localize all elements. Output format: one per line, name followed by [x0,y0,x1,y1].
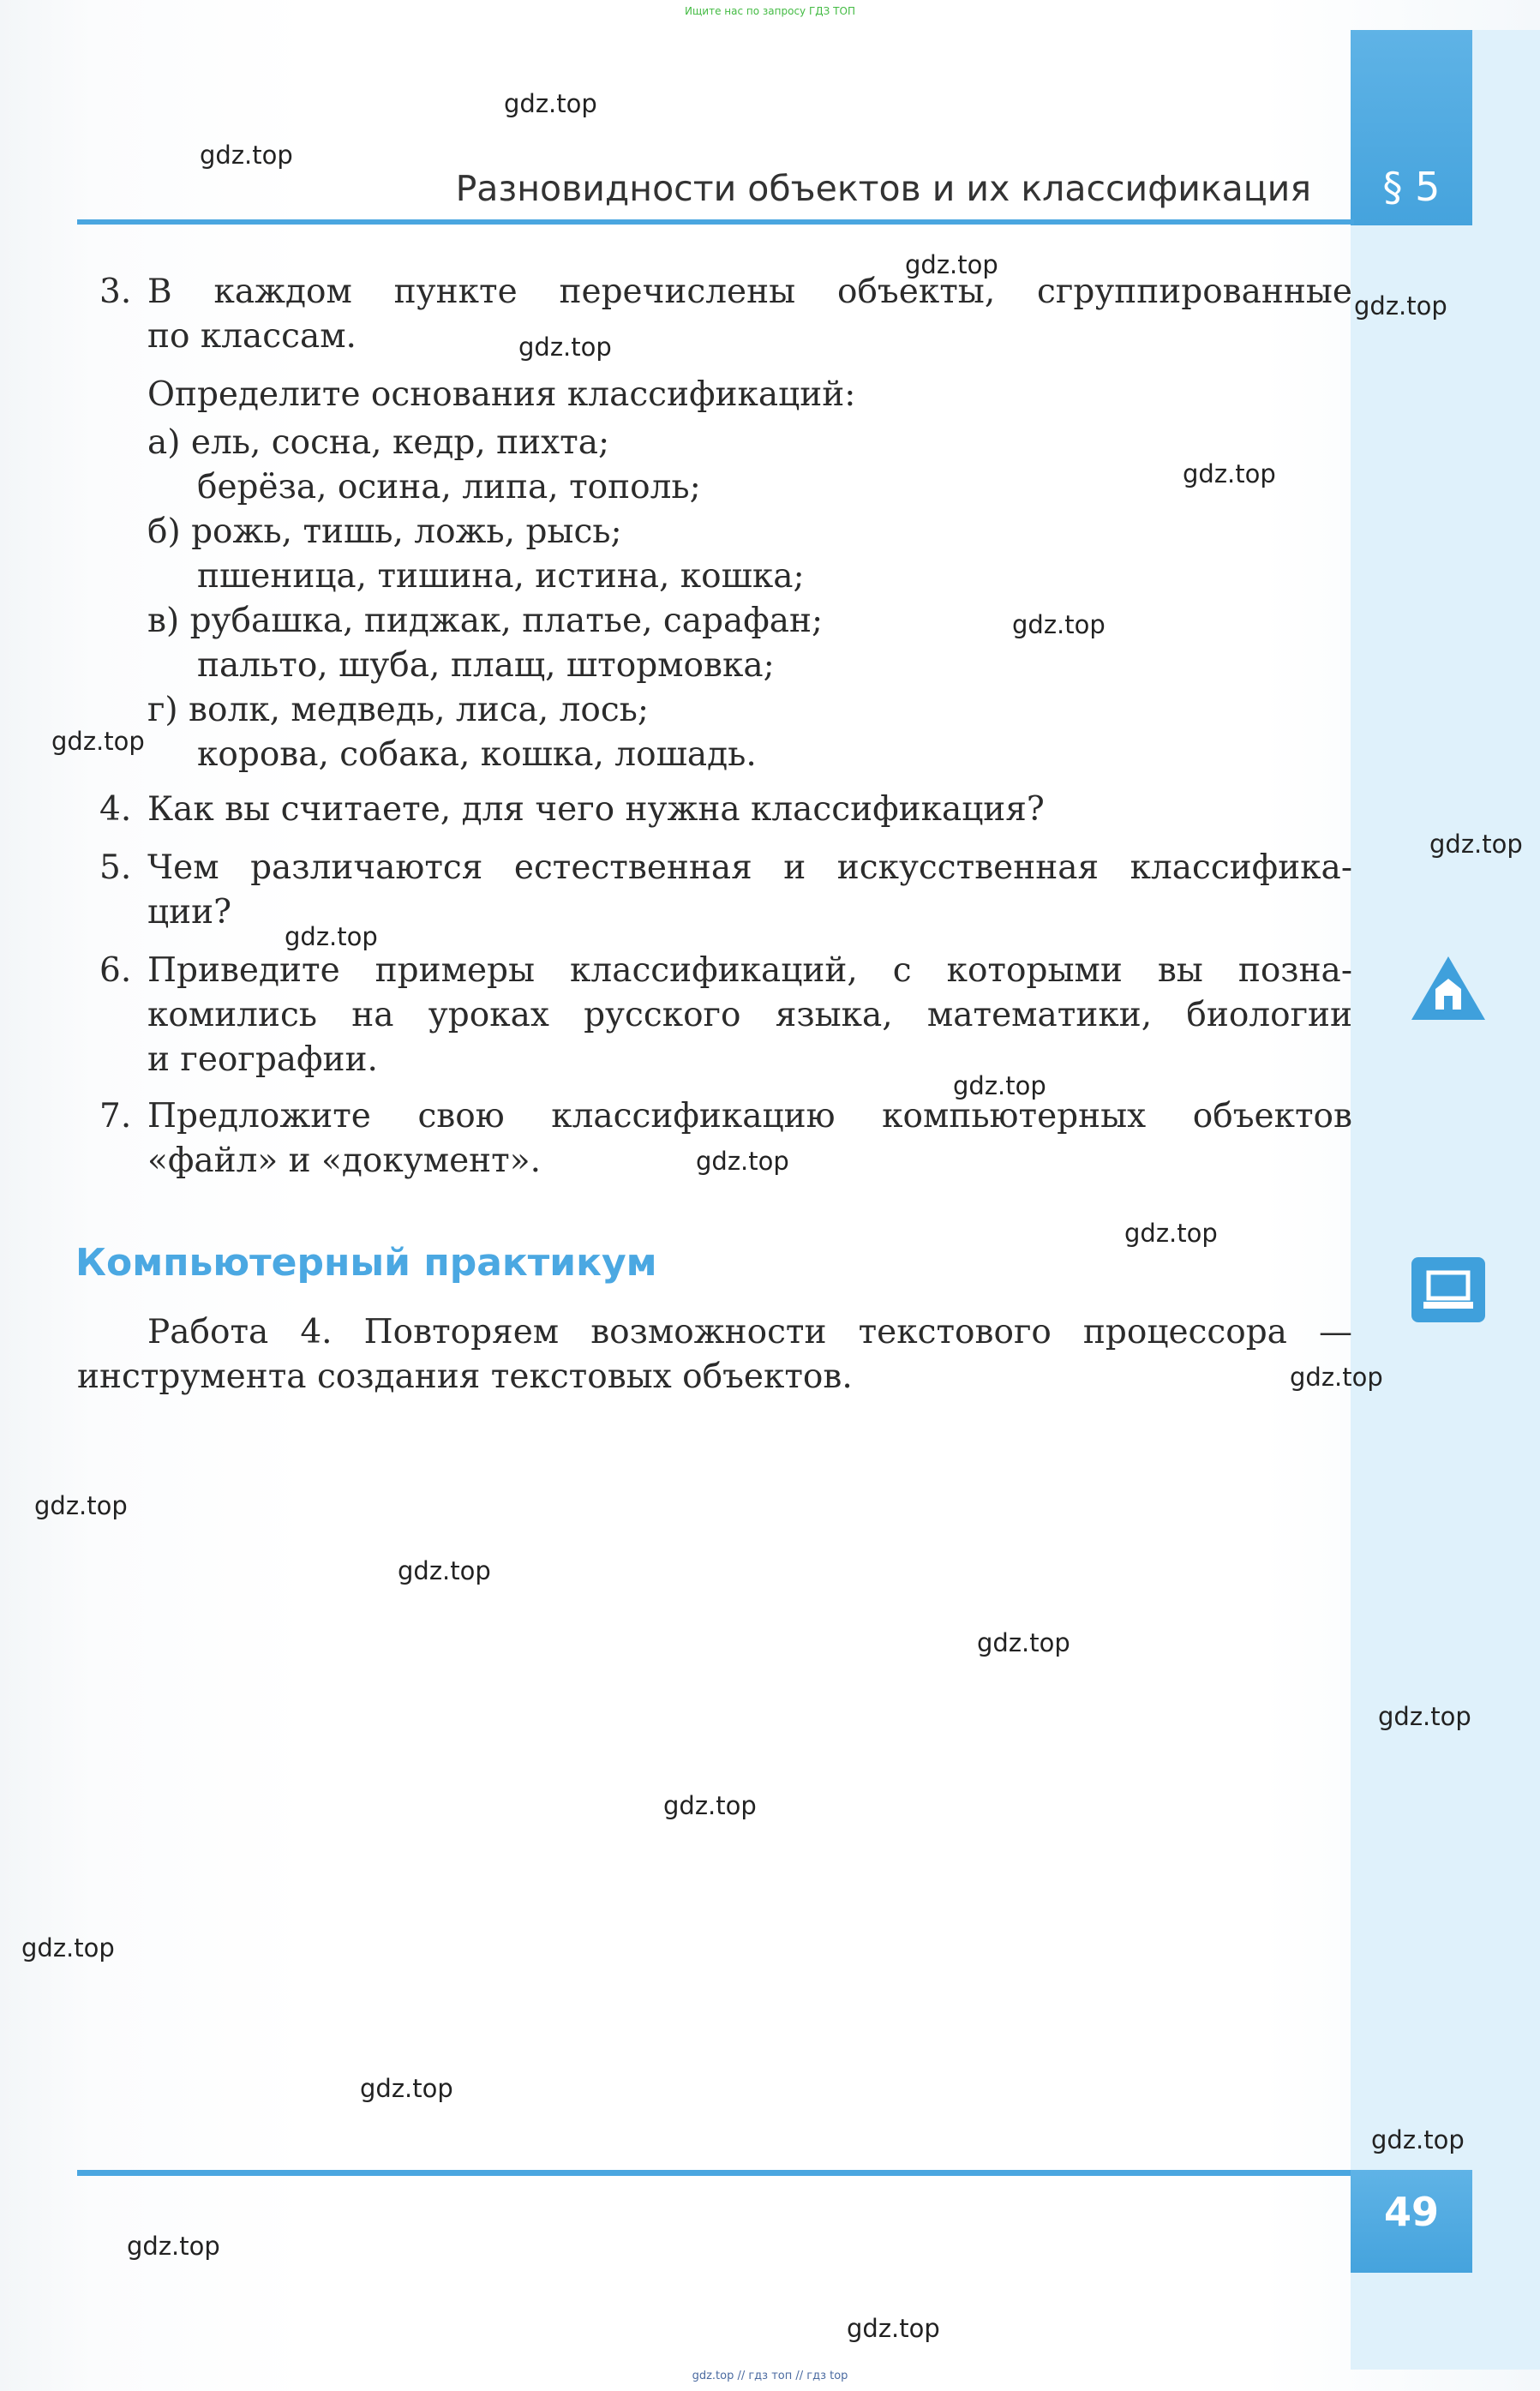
watermark: gdz.top [127,2232,220,2261]
section-tab [1351,30,1472,225]
watermark: gdz.top [977,1628,1070,1657]
watermark: gdz.top [847,2314,940,2343]
question-text: Чем различаются естественная и искусственная классифика- [147,848,1352,887]
margin-strip [1351,30,1540,2370]
watermark: gdz.top [1378,1702,1471,1731]
watermark: gdz.top [360,2074,453,2103]
watermark: gdz.top [21,1933,115,1963]
section-heading: Компьютерный практикум [75,1241,657,1285]
watermark: gdz.top [953,1071,1046,1100]
computer-icon [1410,1255,1487,1327]
practicum-text: инструмента создания текстовых объектов. [77,1357,853,1396]
watermark: gdz.top [1183,459,1276,488]
question-text: «файл» и «документ». [147,1142,541,1180]
list-item: г) волк, медведь, лиса, лось; [147,691,650,729]
question-text: В каждом пункте перечислены объекты, сгруппированные [147,273,1352,311]
watermark: gdz.top [1124,1219,1218,1248]
watermark: gdz.top [1371,2125,1465,2154]
practicum-text: Работа 4. Повторяем возможности текстового процессора — [147,1313,1352,1351]
list-item: корова, собака, кошка, лошадь. [197,735,757,774]
page-number: 49 [1383,2189,1439,2235]
list-item: пшеница, тишина, истина, кошка; [197,557,805,596]
watermark: gdz.top [1429,830,1523,859]
question-number: 4. [99,790,132,829]
watermark: gdz.top [1354,291,1447,321]
question-text: Как вы считаете, для чего нужна классификация? [147,790,1045,829]
watermark: gdz.top [518,333,612,362]
list-item: в) рубашка, пиджак, платье, сарафан; [147,602,824,640]
watermark: gdz.top [504,89,597,118]
question-number: 3. [99,273,132,311]
footer-rule [77,2170,1354,2176]
header-rule [77,219,1354,225]
watermark: gdz.top [398,1556,491,1585]
question-number: 5. [99,848,132,887]
home-icon [1410,953,1487,1025]
list-item: пальто, шуба, плащ, штормовка; [197,646,775,685]
running-title: Разновидности объектов и их классификация [455,168,1311,209]
question-text: Приведите примеры классификаций, с которыми вы позна- [147,951,1352,990]
section-tab-label: § 5 [1382,164,1441,210]
watermark: gdz.top [663,1791,757,1820]
top-caption: Ищите нас по запросу ГДЗ ТОП [685,5,855,17]
question-text: по классам. [147,317,357,356]
watermark: gdz.top [200,141,293,170]
question-prompt: Определите основания классификаций: [147,375,856,414]
question-number: 7. [99,1097,132,1136]
bottom-caption: gdz.top // гдз топ // гдз top [692,2370,848,2382]
list-item: берёза, осина, липа, тополь; [197,468,701,506]
watermark: gdz.top [34,1491,128,1520]
watermark: gdz.top [285,922,378,951]
watermark: gdz.top [51,727,145,756]
question-text: ции? [147,893,231,932]
list-item: а) ель, сосна, кедр, пихта; [147,423,610,462]
question-number: 6. [99,951,132,990]
watermark: gdz.top [1012,610,1106,639]
page-number-tab [1351,2170,1472,2273]
watermark: gdz.top [905,250,998,279]
list-item: б) рожь, тишь, ложь, рысь; [147,512,622,551]
question-text: и географии. [147,1040,378,1079]
question-text: Предложите свою классификацию компьютерных объектов [147,1097,1352,1136]
question-text: комились на уроках русского языка, математики, биологии [147,996,1352,1034]
watermark: gdz.top [1290,1363,1383,1392]
watermark: gdz.top [696,1147,789,1176]
